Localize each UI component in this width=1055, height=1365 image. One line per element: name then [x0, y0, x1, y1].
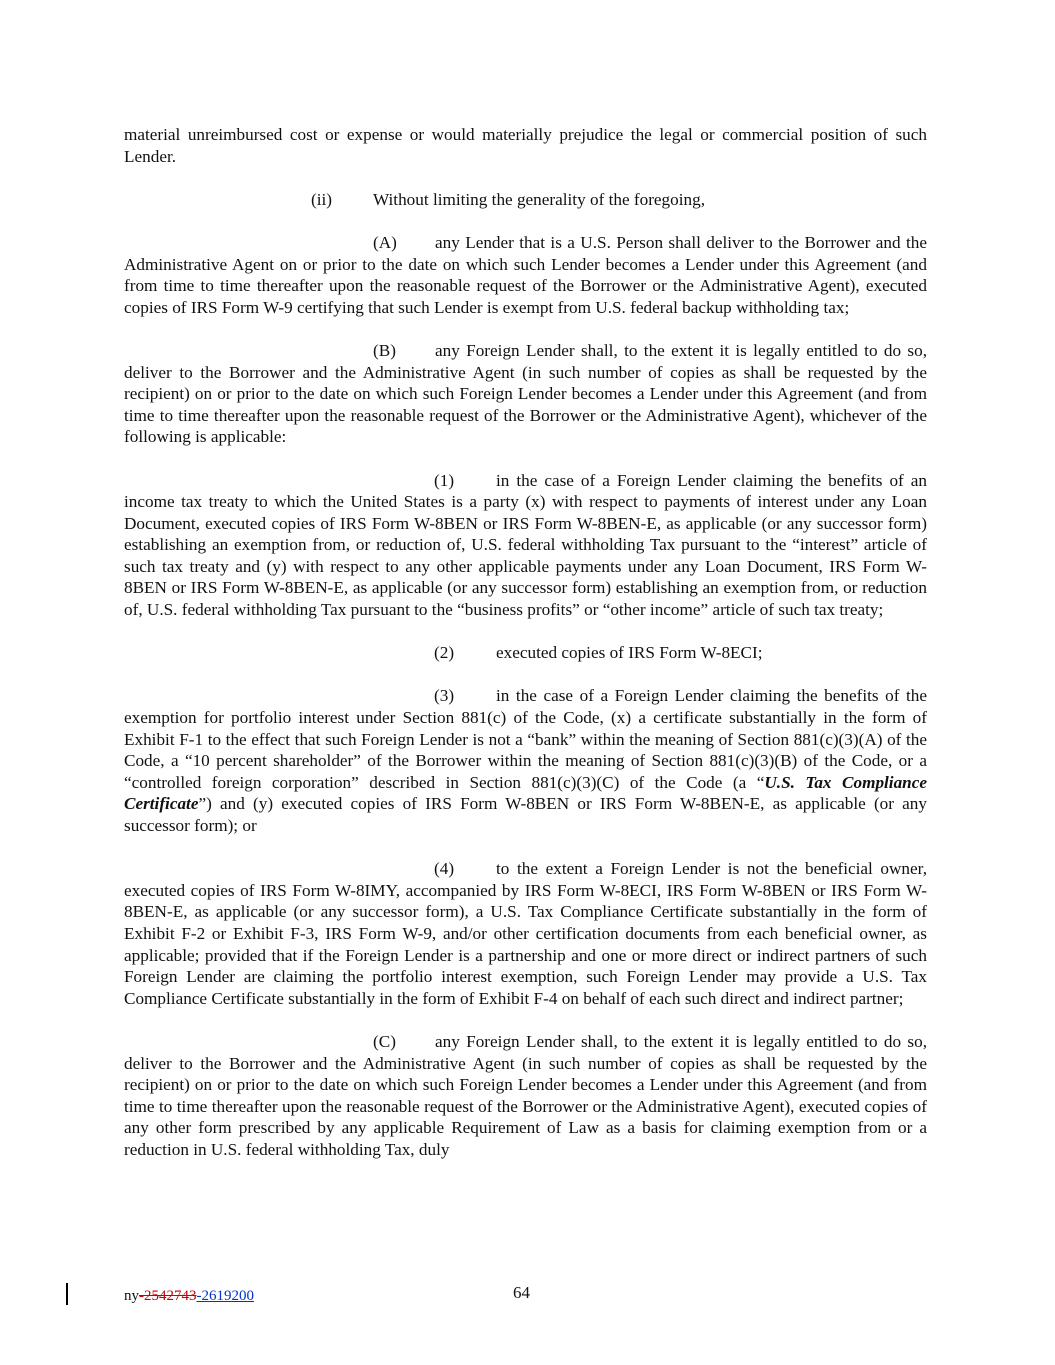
paragraph-text: material unreimbursed cost or expense or would materially prejudice the legal or commercial position of such Lender.	[124, 125, 927, 166]
doc-id-prefix: ny	[124, 1288, 139, 1304]
paragraph-text: in the case of a Foreign Lender claiming the benefits of the exemption for portfolio interest under Section 881(c) of the Code, (x) a certificate substantially in the form of Exhibit F-1 to the effect that such Foreign Lender is not a “bank” within the meaning of Section 881(c)(3)(A) of the Code, a “10 percent shareholder” of the Borrower within the meaning of Section 881(c)(3)(B) of the Code, or a “controlled foreign corporation” described in Section 881(c)(3)(C) of the Code (a “	[124, 686, 927, 792]
document-id	[124, 1287, 254, 1305]
page-body	[124, 124, 927, 1161]
paragraph-text: executed copies of IRS Form W-8ECI;	[496, 643, 763, 663]
paragraph-text: any Lender that is a U.S. Person shall deliver to the Borrower and the Administrative Agent on or prior to the date on which such Lender becomes a Lender under this Agreement (and from time to time thereafter upon the reasonable request of the Borrower or the Administrative Agent), executed copies of IRS Form W-9 certifying that such Lender is exempt from U.S. federal backup withholding tax;	[124, 232, 927, 317]
clause-number-2: (2)	[434, 643, 455, 663]
paragraph-C	[124, 1031, 927, 1161]
page-number: 64	[513, 1283, 530, 1302]
paragraph-4	[124, 858, 927, 1009]
paragraph-1	[124, 470, 927, 621]
paragraph-A	[124, 232, 927, 318]
paragraph-text: ”) and (y) executed copies of IRS Form W-8BEN or IRS Form W-8BEN-E, as applicable (or any successor form); or	[124, 794, 927, 835]
doc-id-deleted: -2542743	[139, 1288, 197, 1304]
clause-number-C: (C)	[373, 1031, 396, 1051]
clause-number-3: (3)	[434, 686, 455, 706]
clause-number-1: (1)	[434, 470, 455, 490]
defined-term: U.S. Tax Compliance Certificate	[124, 772, 927, 814]
paragraph-text: to the extent a Foreign Lender is not the beneficial owner, executed copies of IRS Form W-8IMY, accompanied by IRS Form W-8ECI, IRS Form W-8BEN or IRS Form W-8BEN-E, as applicable (or any successor form), a U.S. Tax Compliance Certificate substantially in the form of Exhibit F-2 or Exhibit F-3, IRS Form W-9, and/or other certification documents from each beneficial owner, as applicable; provided that if the Foreign Lender is a partnership and one or more direct or indirect partners of such Foreign Lender are claiming the portfolio interest exemption, such Foreign Lender may provide a U.S. Tax Compliance Certificate substantially in the form of Exhibit F-4 on behalf of each such direct and indirect partner;	[124, 859, 927, 1008]
clause-number-ii: (ii)	[311, 189, 332, 209]
doc-id-inserted: -2619200	[196, 1288, 254, 1304]
clause-number-4: (4)	[434, 859, 455, 879]
clause-number-A: (A)	[373, 232, 397, 252]
paragraph-continuation	[124, 124, 927, 167]
paragraph-text: any Foreign Lender shall, to the extent it is legally entitled to do so, deliver to the Borrower and the Administrative Agent (in such number of copies as shall be requested by the recipient) on or prior to the date on which such Foreign Lender becomes a Lender under this Agreement (and from time to time thereafter upon the reasonable request of the Borrower or the Administrative Agent), whichever of the following is applicable:	[124, 340, 927, 447]
paragraph-text: in the case of a Foreign Lender claiming the benefits of an income tax treaty to which the United States is a party (x) with respect to payments of interest under any Loan Document, executed copies of IRS Form W-8BEN or IRS Form W-8BEN-E, as applicable (or any successor form) establishing an exemption from, or reduction of, U.S. federal withholding Tax pursuant to the “interest” article of such tax treaty and (y) with respect to any other applicable payments under any Loan Document, IRS Form W-8BEN or IRS Form W-8BEN-E, as applicable (or any successor form) establishing an exemption from, or reduction of, U.S. federal withholding Tax pursuant to the “business profits” or “other income” article of such tax treaty;	[124, 470, 927, 620]
paragraph-2	[124, 642, 927, 664]
paragraph-text: Without limiting the generality of the foregoing,	[373, 189, 706, 209]
change-bar	[66, 1283, 68, 1305]
clause-number-B: (B)	[373, 340, 396, 360]
paragraph-3	[124, 685, 927, 836]
paragraph-text: any Foreign Lender shall, to the extent it is legally entitled to do so, deliver to the Borrower and the Administrative Agent (in such number of copies as shall be requested by the recipient) on or prior to the date on which such Foreign Lender becomes a Lender under this Agreement (and from time to time thereafter upon the reasonable request of the Borrower or the Administrative Agent), executed copies of any other form prescribed by any applicable Requirement of Law as a basis for claiming exemption from or a reduction in U.S. federal withholding Tax, duly	[124, 1031, 927, 1159]
paragraph-ii	[124, 189, 927, 211]
paragraph-B	[124, 340, 927, 448]
